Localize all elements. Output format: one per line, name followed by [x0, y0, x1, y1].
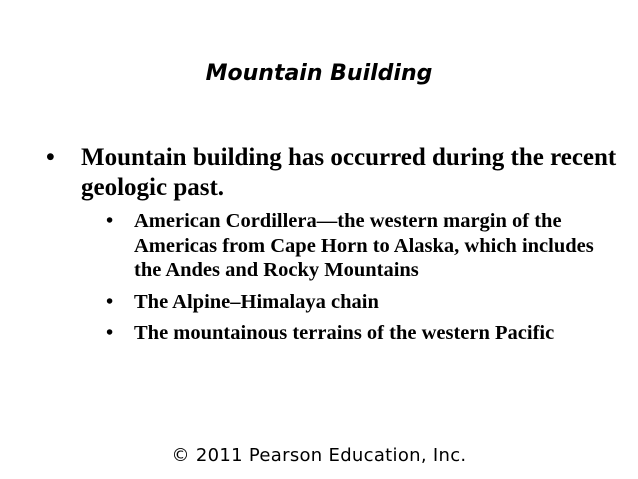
sub-bullet-item: [106, 290, 616, 315]
bullet-icon: •: [106, 322, 114, 344]
sub-bullet-text: The Alpine–Himalaya chain: [134, 290, 379, 313]
sub-bullet-item: [106, 209, 616, 283]
bullet-icon: •: [46, 144, 55, 171]
sub-bullet-item: [106, 321, 616, 346]
copyright-notice: © 2011 Pearson Education, Inc.: [171, 445, 467, 466]
sub-bullet-text: American Cordillera—the western margin of the Americas from Cape Horn to Alaska, which includes the Andes and Rocky Mountains: [134, 210, 594, 281]
main-bullet-text: Mountain building has occurred during the recent geologic past.: [81, 144, 617, 201]
sub-bullet-list: [106, 209, 616, 353]
main-bullet: [46, 143, 626, 203]
bullet-icon: •: [106, 290, 114, 313]
slide-title: Mountain Building: [205, 61, 433, 86]
sub-bullet-text: The mountainous terrains of the western Pacific: [134, 322, 555, 344]
bullet-icon: •: [106, 210, 114, 232]
